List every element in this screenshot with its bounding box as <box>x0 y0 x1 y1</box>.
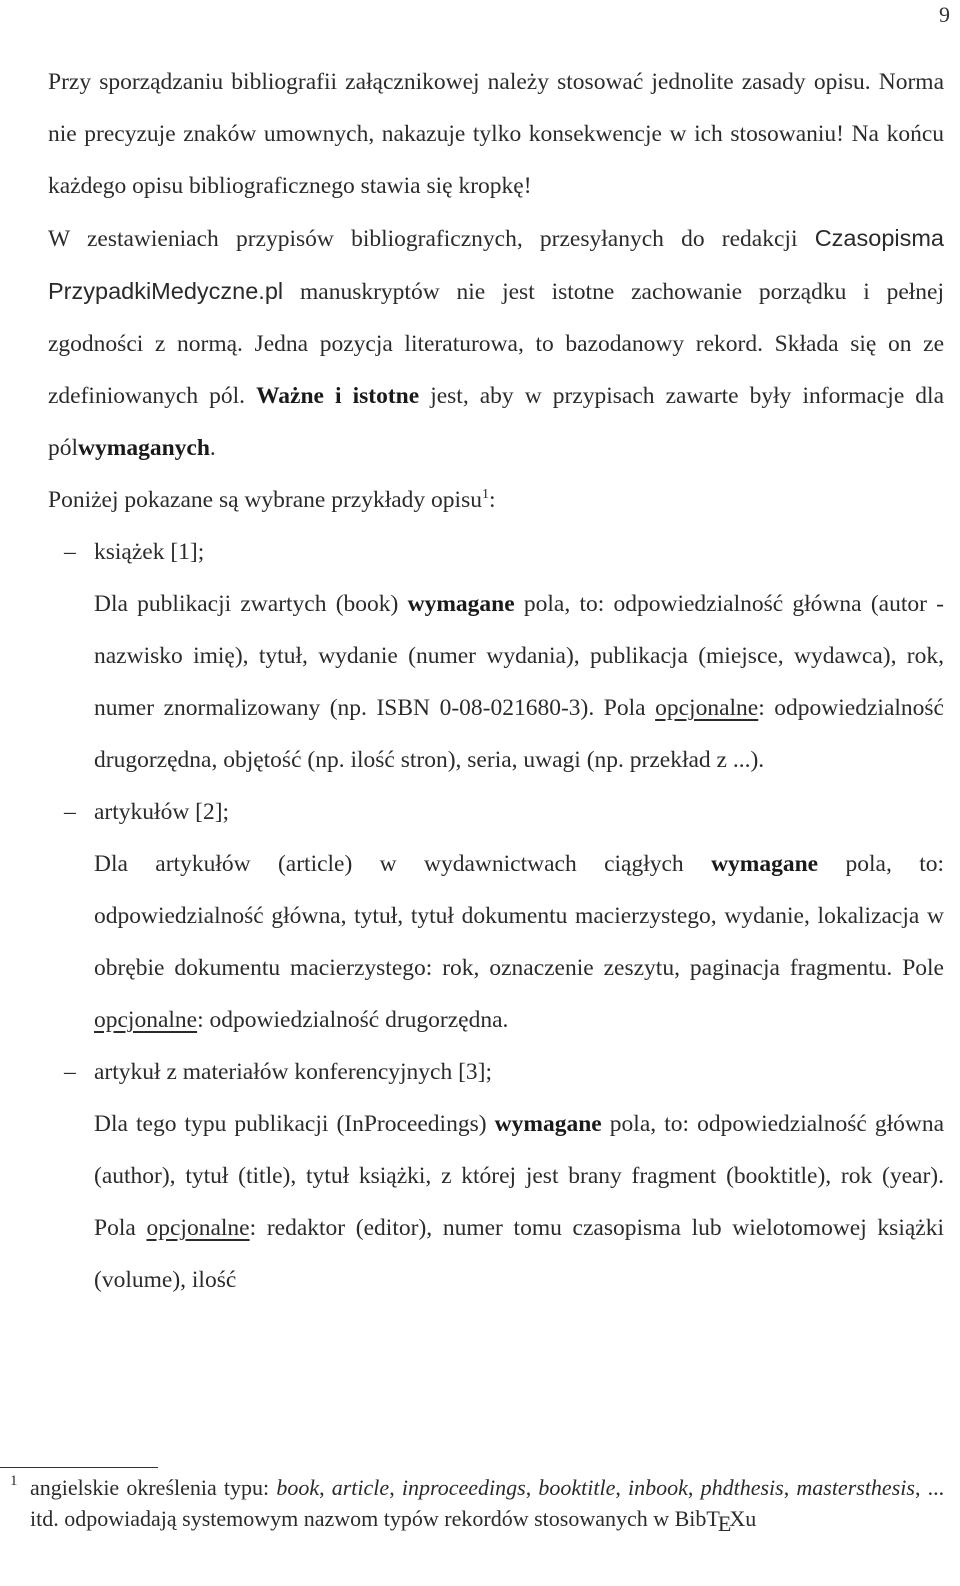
description-text-a: Dla tego typu publikacji (InProceedings) <box>94 1111 487 1137</box>
emphasis-important: Ważne i istotne <box>256 383 420 409</box>
footnote-reference: 1 <box>481 487 489 502</box>
description-text-a: Dla publikacji zwartych (book) <box>94 591 399 617</box>
list-item-description <box>94 578 944 786</box>
description-text-c: : odpowiedzialność drugorzędna, objętość (np. ilość stron), seria, uwagi (np. przekład z ...). <box>94 695 944 773</box>
footnote-mark: 1 <box>10 1473 18 1489</box>
list-item-title: artykuł z materiałów konferencyjnych [3]; <box>94 1059 493 1085</box>
type-name: mastersthesis <box>796 1475 915 1500</box>
list-item-title: artykułów [2]; <box>94 799 230 825</box>
bibtex-bib: BibT <box>674 1506 720 1531</box>
list-item-title: książek [1]; <box>94 539 205 565</box>
description-text-b: pola, to: odpowiedzialność główna (author), tytuł (title), tytuł książki, z której jest brany fragment (booktitle), rok (year). Pola <box>94 1111 945 1241</box>
page-number: 9 <box>939 2 950 27</box>
optional-label: opcjonalne <box>655 695 759 721</box>
list-dash: – <box>64 1059 76 1085</box>
list-dash: – <box>64 539 76 565</box>
journal-name: Czasopisma PrzypadkiMedyczne.pl <box>48 225 944 304</box>
description-text-a: Dla artykułów (article) w wydawnictwach ciągłych <box>94 851 684 877</box>
footnote-rule <box>0 1467 158 1468</box>
emphasis-required: wymaganych <box>78 435 210 461</box>
description-text-c: : odpowiedzialność drugorzędna. <box>197 1007 509 1033</box>
description-text-b: pola, to: odpowiedzialność główna (autor - nazwisko imię), tytuł, wydanie (numer wydania), publikacja (miejsce, wydawca), rok, numer znormalizowany (np. ISBN 0-08-021680-3). Pola <box>94 591 944 721</box>
paragraph-journal-text-a: W zestawieniach przypisów bibliograficznych, przesyłanych do redakcji <box>48 226 798 252</box>
paragraph-journal-text-c: jest, aby w przypisach zawarte były informacje dla pól <box>48 383 945 461</box>
type-name: book <box>276 1475 320 1500</box>
type-name: inbook <box>628 1475 688 1500</box>
emphasis-required: wymagane <box>494 1111 602 1137</box>
footnote-text: angielskie określenia typu: book, article, inproceedings, booktitle, inbook, phdthesis, mastersthesis, ... itd. odpowiadają systemowym nazwom typów rekordów stosowanych w BibTEXu <box>30 1475 945 1536</box>
type-name: booktitle <box>538 1475 616 1500</box>
list-dash: – <box>64 799 76 825</box>
list-item-article <box>48 786 944 1046</box>
bibtex-xu: Xu <box>729 1506 757 1531</box>
paragraph-examples-intro <box>48 474 944 526</box>
bibtex-e: E <box>717 1511 732 1536</box>
optional-label: opcjonalne <box>94 1007 198 1033</box>
description-text-b: pola, to: odpowiedzialność główna, tytuł, tytuł dokumentu macierzystego, wydanie, lokalizacja w obrębie dokumentu macierzystego: rok, oznaczenie zeszytu, paginacja fragmentu. Pole <box>94 851 944 981</box>
emphasis-required: wymagane <box>711 851 819 877</box>
paragraph-journal-text-b: manuskryptów nie jest istotne zachowanie porządku i pełnej zgodności z normą. Jedna pozycja literaturowa, to bazodanowy rekord. Składa się on ze zdefiniowanych pól. <box>48 279 945 409</box>
list-item-inproceedings <box>48 1046 944 1306</box>
list-item-description <box>94 1098 944 1306</box>
paragraph-intro: Przy sporządzaniu bibliografii załącznikowej należy stosować jednolite zasady opisu. Norma nie precyzuje znaków umownych, nakazuje tylko konsekwencje w ich stosowaniu! Na końcu każdego opisu bibliograficznego stawia się kropkę! <box>48 69 944 199</box>
paragraph-journal <box>48 212 944 474</box>
type-name: phdthesis <box>700 1475 784 1500</box>
footnote <box>10 1472 944 1534</box>
type-name: article <box>331 1475 390 1500</box>
examples-intro-text: Poniżej pokazane są wybrane przykłady opisu <box>48 487 482 513</box>
footnote-text-a: angielskie określenia typu: <box>30 1475 270 1500</box>
paragraph-journal-text-d: . <box>209 435 216 461</box>
bibtex-logo <box>674 1506 757 1536</box>
emphasis-required: wymagane <box>407 591 515 617</box>
optional-label: opcjonalne <box>146 1215 250 1241</box>
document-body <box>48 56 944 1306</box>
footnote-text-b: ... itd. odpowiadają systemowym nazwom typów rekordów stosowanych w <box>30 1475 945 1531</box>
examples-intro-colon: : <box>488 487 496 513</box>
list-item-description <box>94 838 944 1046</box>
description-text-c: : redaktor (editor), numer tomu czasopisma lub wielotomowej książki (volume), ilość <box>94 1215 945 1293</box>
list-item-book <box>48 526 944 786</box>
type-name: inproceedings <box>401 1475 526 1500</box>
